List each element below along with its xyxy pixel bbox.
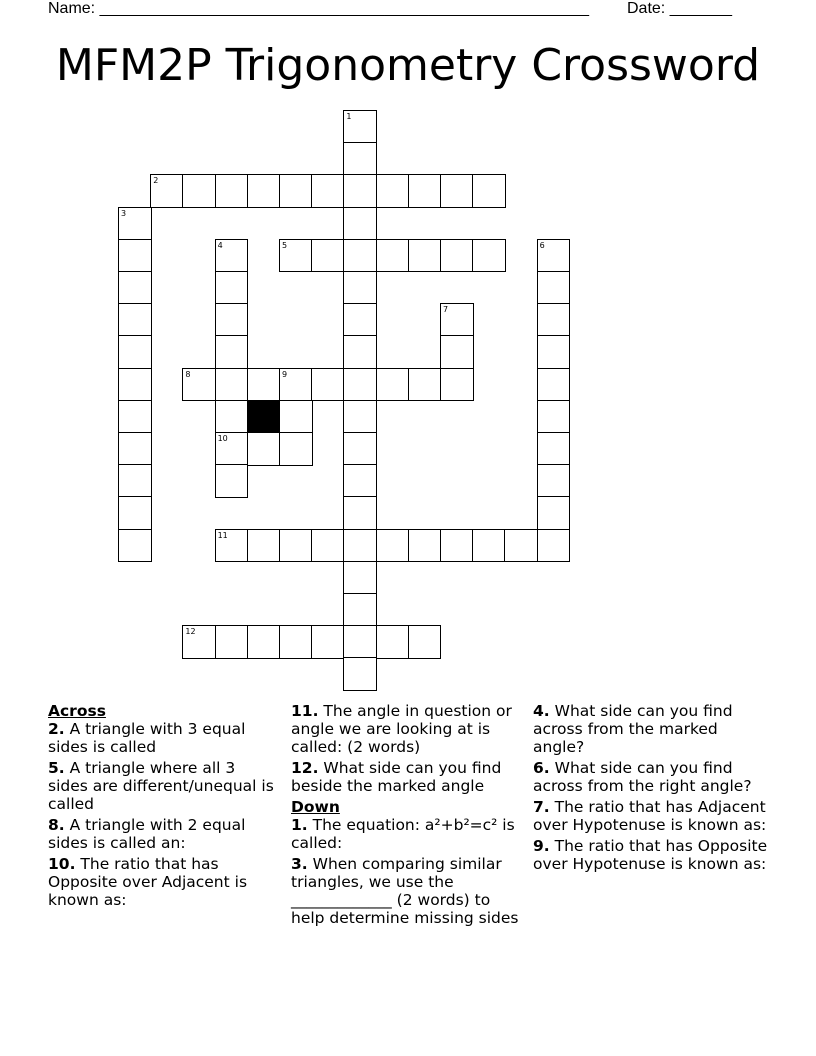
crossword-cell[interactable] [215,239,249,273]
crossword-cell[interactable] [215,271,249,305]
crossword-cell[interactable] [311,625,345,659]
clue-down-4 [533,702,773,756]
crossword-cell[interactable] [472,239,506,273]
crossword-cell[interactable] [279,239,313,273]
crossword-cell[interactable] [472,529,506,563]
clue-text: What side can you find beside the marked angle [291,759,502,795]
clue-down-9 [533,837,773,873]
clue-number: 1. [291,816,308,834]
crossword-cell[interactable] [118,271,152,305]
clue-number: 11. [291,702,319,720]
crossword-cell[interactable] [215,174,249,208]
crossword-cell[interactable] [440,303,474,337]
crossword-cell[interactable] [537,368,571,402]
clue-across-10 [48,855,280,909]
crossword-cell[interactable] [118,400,152,434]
clue-number-label: 3 [121,208,127,218]
crossword-cell[interactable] [118,368,152,402]
clue-text: The equation: a²+b²=c² is called: [291,816,515,852]
crossword-cell[interactable] [311,239,345,273]
crossword-cell[interactable] [537,303,571,337]
clue-number: 12. [291,759,319,777]
crossword-cell[interactable] [247,368,281,402]
across-heading: Across [48,702,106,720]
crossword-cell[interactable] [118,207,152,241]
crossword-block-cell [247,400,281,434]
clue-down-1 [291,816,527,852]
clue-number-label: 7 [443,305,449,315]
crossword-cell[interactable] [311,529,345,563]
crossword-cell[interactable] [247,174,281,208]
clue-number: 2. [48,720,65,738]
crossword-cell[interactable] [247,432,281,466]
crossword-cell[interactable] [343,529,377,563]
crossword-cell[interactable] [118,335,152,369]
crossword-cell[interactable] [343,432,377,466]
crossword-cell[interactable] [472,174,506,208]
clue-number: 3. [291,855,308,873]
clue-number: 9. [533,837,550,855]
crossword-cell[interactable] [376,174,410,208]
clue-number: 6. [533,759,550,777]
crossword-cell[interactable] [376,239,410,273]
date-field-label: Date: _______ [627,0,732,17]
crossword-cell[interactable] [537,496,571,530]
clue-column-1 [48,702,280,912]
crossword-cell[interactable] [279,625,313,659]
crossword-cell[interactable] [215,400,249,434]
clue-text: The ratio that has Opposite over Hypotenuse is known as: [533,837,768,873]
crossword-cell[interactable] [215,368,249,402]
crossword-cell[interactable] [537,239,571,273]
crossword-cell[interactable] [311,368,345,402]
clue-down-3 [291,855,527,927]
crossword-cell[interactable] [440,174,474,208]
clue-text: A triangle with 2 equal sides is called an: [48,816,246,852]
crossword-cell[interactable] [537,271,571,305]
crossword-cell[interactable] [215,303,249,337]
clue-across-8 [48,816,280,852]
crossword-cell[interactable] [215,625,249,659]
clue-number-label: 2 [153,176,159,186]
crossword-cell[interactable] [182,625,216,659]
clue-text: What side can you find across from the marked angle? [533,702,733,756]
clue-number-label: 10 [217,434,228,443]
crossword-cell[interactable] [279,432,313,466]
clue-text: What side can you find across from the right angle? [533,759,752,795]
crossword-cell[interactable] [118,496,152,530]
clue-down-7 [533,798,773,834]
clue-down-6 [533,759,773,795]
crossword-cell[interactable] [215,335,249,369]
clue-number-label: 1 [346,112,352,121]
clue-text: The ratio that has Adjacent over Hypotenuse is known as: [533,798,767,834]
clue-number: 4. [533,702,550,720]
clue-across-12 [291,759,527,795]
crossword-cell[interactable] [440,239,474,273]
crossword-cell[interactable] [311,174,345,208]
crossword-cell[interactable] [408,174,442,208]
clue-text: The angle in question or angle we are looking at is called: (2 words) [291,702,512,756]
clue-number: 10. [48,855,76,873]
crossword-cell[interactable] [343,496,377,530]
crossword-cell[interactable] [343,142,377,176]
crossword-cell[interactable] [376,368,410,402]
crossword-cell[interactable] [279,400,313,434]
crossword-cell[interactable] [343,110,377,144]
crossword-cell[interactable] [343,174,377,208]
crossword-cell[interactable] [118,432,152,466]
clue-number-label: 5 [282,240,288,250]
clue-number: 8. [48,816,65,834]
crossword-cell[interactable] [408,625,442,659]
crossword-cell[interactable] [440,529,474,563]
crossword-cell[interactable] [215,464,249,498]
clue-text: The ratio that has Opposite over Adjacent is known as: [48,855,248,909]
crossword-cell[interactable] [279,174,313,208]
clue-number-label: 6 [539,240,545,250]
crossword-cell[interactable] [408,239,442,273]
crossword-cell[interactable] [343,561,377,595]
clue-number: 7. [533,798,550,816]
crossword-cell[interactable] [537,432,571,466]
crossword-cell[interactable] [118,239,152,273]
clue-number-label: 11 [217,530,228,540]
crossword-cell[interactable] [537,464,571,498]
crossword-cell[interactable] [537,400,571,434]
clue-text: When comparing similar triangles, we use the _____________ (2 words) to help determine missing sides [291,855,519,927]
name-field-label: Name: _______________________________________________________ [48,0,589,17]
down-heading: Down [291,798,340,816]
clue-number-label: 8 [185,369,191,379]
crossword-cell[interactable] [440,335,474,369]
clue-number-label: 12 [185,627,196,637]
crossword-cell[interactable] [182,174,216,208]
crossword-cell[interactable] [343,657,377,691]
crossword-cell[interactable] [343,239,377,273]
crossword-cell[interactable] [376,625,410,659]
crossword-cell[interactable] [150,174,184,208]
crossword-cell[interactable] [247,529,281,563]
crossword-cell[interactable] [279,529,313,563]
crossword-cell[interactable] [408,529,442,563]
crossword-cell[interactable] [343,207,377,241]
crossword-cell[interactable] [215,529,249,563]
clue-text: A triangle where all 3 sides are different/unequal is called [48,759,274,813]
crossword-cell[interactable] [343,593,377,627]
clue-number-label: 4 [217,240,223,250]
crossword-cell[interactable] [182,368,216,402]
crossword-cell[interactable] [118,529,152,563]
crossword-cell[interactable] [537,335,571,369]
clue-across-11 [291,702,527,756]
crossword-cell[interactable] [343,625,377,659]
clue-text: A triangle with 3 equal sides is called [48,720,246,756]
crossword-cell[interactable] [118,303,152,337]
crossword-cell[interactable] [376,529,410,563]
crossword-cell[interactable] [247,625,281,659]
crossword-cell[interactable] [118,464,152,498]
crossword-cell[interactable] [215,432,249,466]
clue-across-2 [48,720,280,756]
clue-number-label: 9 [282,369,288,379]
clue-column-2 [291,702,527,930]
crossword-cell[interactable] [440,368,474,402]
crossword-cell[interactable] [343,464,377,498]
crossword-cell[interactable] [343,368,377,402]
crossword-cell[interactable] [537,529,571,563]
crossword-cell[interactable] [343,400,377,434]
crossword-cell[interactable] [343,303,377,337]
crossword-cell[interactable] [343,335,377,369]
crossword-cell[interactable] [408,368,442,402]
crossword-cell[interactable] [343,271,377,305]
crossword-cell[interactable] [279,368,313,402]
clue-column-3 [533,702,773,876]
clue-across-5 [48,759,280,813]
page-title: MFM2P Trigonometry Crossword [55,40,761,91]
crossword-cell[interactable] [504,529,538,563]
clue-number: 5. [48,759,65,777]
